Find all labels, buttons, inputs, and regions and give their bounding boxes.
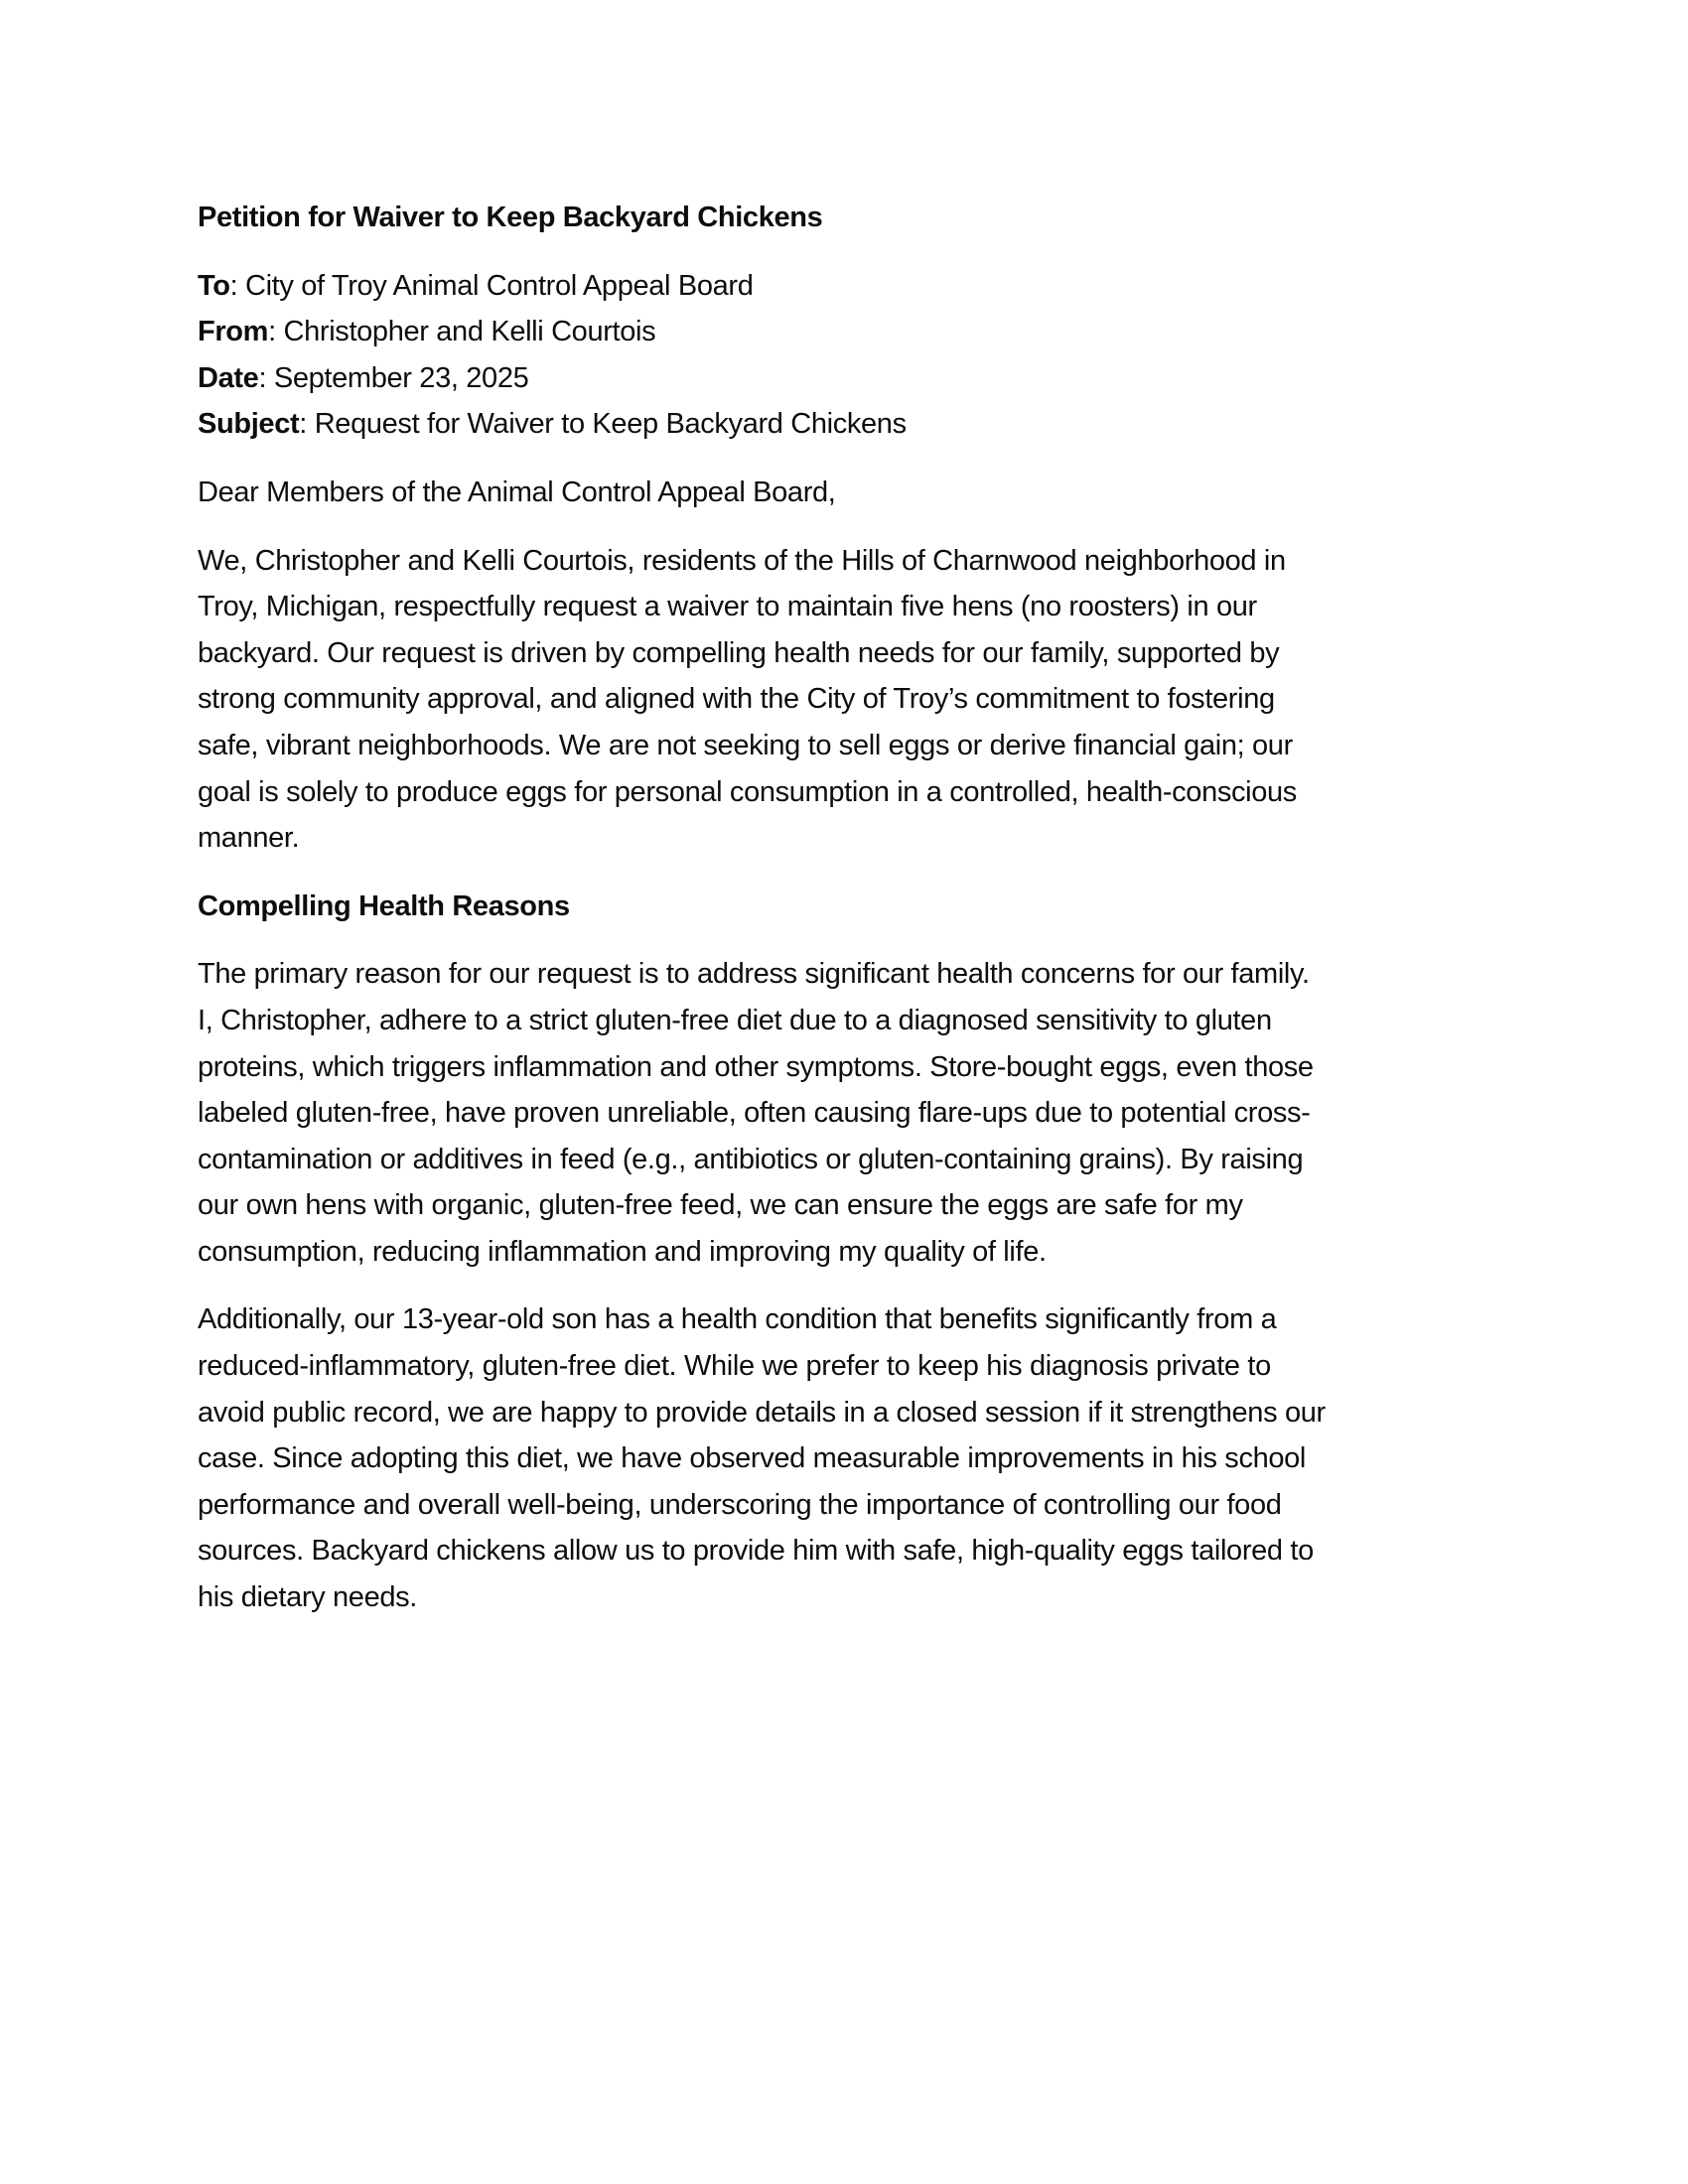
paragraph-line: labeled gluten-free, have proven unreliable, often causing flare-ups due to potential cross-	[198, 1097, 1311, 1130]
health-paragraph-2	[198, 1297, 1508, 1620]
memo-from-value: : Christopher and Kelli Courtois	[268, 316, 656, 348]
paragraph-line: sources. Backyard chickens allow us to provide him with safe, high-quality eggs tailored to	[198, 1535, 1314, 1568]
paragraph-line: We, Christopher and Kelli Courtois, residents of the Hills of Charnwood neighborhood in	[198, 544, 1286, 577]
paragraph-line: his dietary needs.	[198, 1581, 417, 1614]
memo-from	[198, 309, 1508, 355]
section-heading-health: Compelling Health Reasons	[198, 889, 570, 922]
document-body	[198, 195, 1508, 1643]
greeting: Dear Members of the Animal Control Appeal Board,	[198, 476, 836, 508]
memo-date-label: Date	[198, 361, 259, 394]
intro-paragraph	[198, 538, 1508, 862]
paragraph-line: I, Christopher, adhere to a strict gluten-free diet due to a diagnosed sensitivity to gluten	[198, 1004, 1272, 1036]
paragraph-line: strong community approval, and aligned with the City of Troy’s commitment to fostering	[198, 683, 1275, 716]
paragraph-line: backyard. Our request is driven by compelling health needs for our family, supported by	[198, 636, 1280, 669]
memo-subject-label: Subject	[198, 408, 300, 441]
paragraph-line: Additionally, our 13-year-old son has a health condition that benefits significantly from a	[198, 1303, 1277, 1336]
memo-subject-value: : Request for Waiver to Keep Backyard Chickens	[299, 408, 907, 441]
paragraph-line: case. Since adopting this diet, we have observed measurable improvements in his school	[198, 1442, 1307, 1475]
paragraph-line: contamination or additives in feed (e.g., antibiotics or gluten-containing grains). By raising	[198, 1143, 1304, 1175]
document-title: Petition for Waiver to Keep Backyard Chickens	[198, 202, 823, 233]
paragraph-line: Troy, Michigan, respectfully request a waiver to maintain five hens (no roosters) in our	[198, 591, 1257, 623]
paragraph-line: The primary reason for our request is to address significant health concerns for our family.	[198, 958, 1310, 991]
paragraph-line: goal is solely to produce eggs for personal consumption in a controlled, health-conscious	[198, 775, 1297, 808]
memo-header	[198, 263, 1508, 448]
paragraph-line: manner.	[198, 822, 300, 855]
paragraph-line: consumption, reducing inflammation and improving my quality of life.	[198, 1235, 1047, 1268]
memo-from-label: From	[198, 316, 269, 348]
memo-to-label: To	[198, 269, 230, 302]
health-paragraph-1	[198, 951, 1508, 1275]
paragraph-line: safe, vibrant neighborhoods. We are not seeking to sell eggs or derive financial gain; our	[198, 729, 1293, 761]
paragraph-line: performance and overall well-being, underscoring the importance of controlling our food	[198, 1488, 1282, 1521]
memo-date	[198, 355, 1508, 402]
paragraph-line: proteins, which triggers inflammation and other symptoms. Store-bought eggs, even those	[198, 1050, 1314, 1083]
memo-to	[198, 263, 1508, 310]
paragraph-line: reduced-inflammatory, gluten-free diet. While we prefer to keep his diagnosis private to	[198, 1350, 1271, 1383]
paragraph-line: avoid public record, we are happy to provide details in a closed session if it strengthens our	[198, 1396, 1326, 1429]
memo-to-value: : City of Troy Animal Control Appeal Board	[229, 269, 754, 302]
memo-subject	[198, 401, 1508, 448]
paragraph-line: our own hens with organic, gluten-free feed, we can ensure the eggs are safe for my	[198, 1189, 1243, 1222]
memo-date-value: : September 23, 2025	[258, 361, 529, 394]
